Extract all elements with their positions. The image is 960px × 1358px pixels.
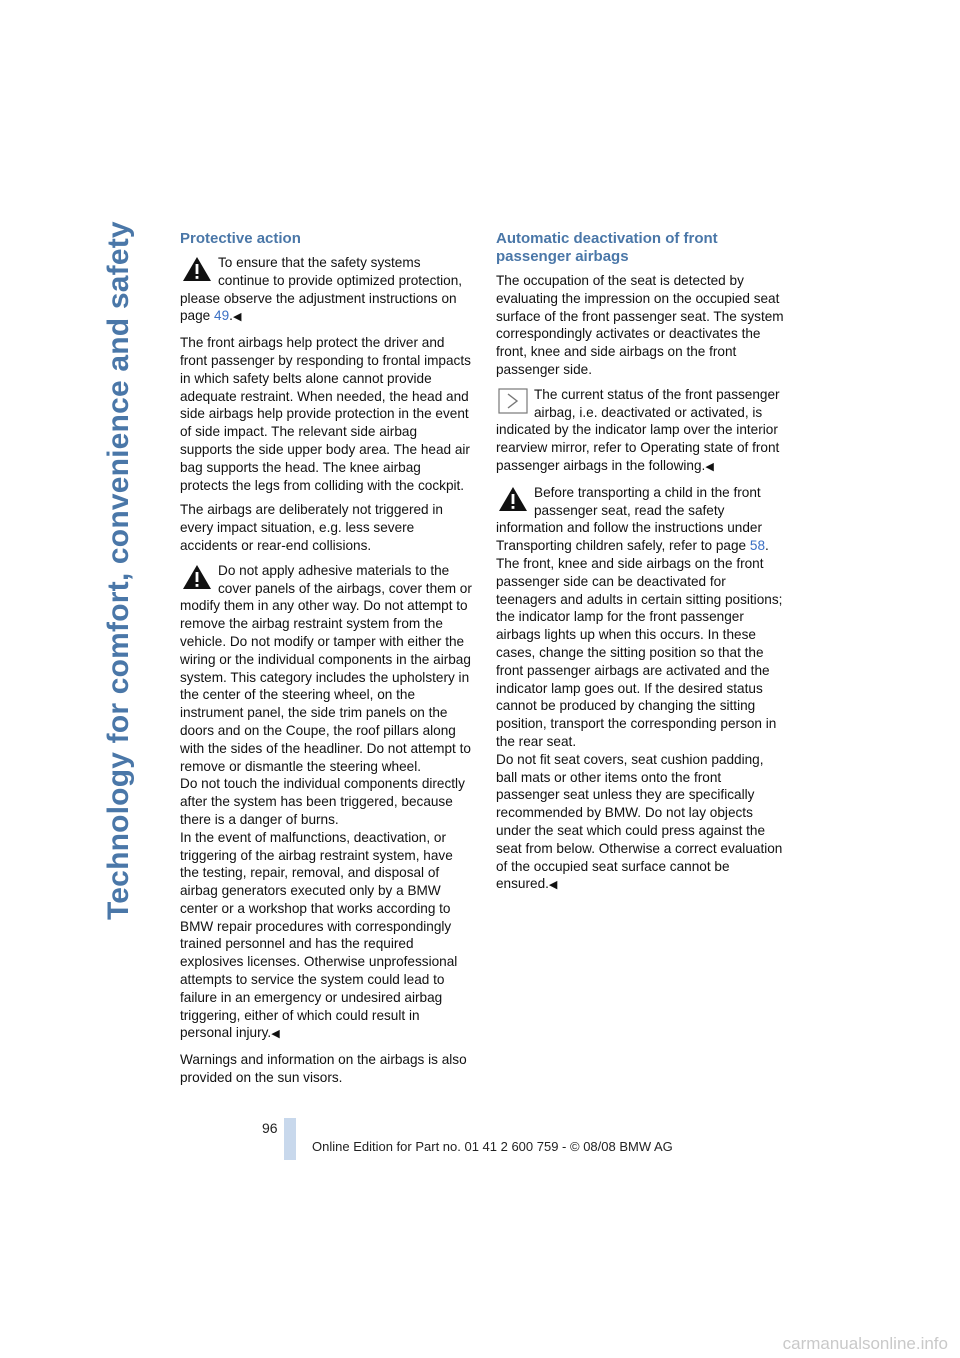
end-mark-icon: ◀ xyxy=(232,311,242,324)
paragraph-sun-visors: Warnings and information on the airbags is also provided on the sun visors. xyxy=(180,1052,467,1086)
end-mark-icon: ◀ xyxy=(705,460,714,473)
warning-text: To ensure that the safety systems continue to provide optimized protection, please observe the adjustment instructions on page xyxy=(180,255,463,324)
section-heading-automatic-deactivation: Automatic deactivation of front passenger airbags xyxy=(496,230,718,265)
warning-block-child-seat xyxy=(496,484,788,895)
right-column xyxy=(496,230,788,902)
end-mark-icon: ◀ xyxy=(271,1028,280,1041)
edition-text: Online Edition for Part no. 01 41 2 600 759 - © 08/08 BMW AG xyxy=(312,1139,673,1154)
paragraph-front-airbags: The front airbags help protect the driver and front passenger by responding to frontal impacts in which safety belts alone cannot provide adequate restraint. When needed, the head and side airbags help provide protection in the event of side impact. The relevant side airbag supports the side upper body area. The head air bag supports the head. The knee airbag protects the legs from colliding with the cockpit. xyxy=(180,335,471,493)
left-column xyxy=(180,230,472,1094)
warning-text-seat-covers: Do not fit seat covers, seat cushion padding, ball mats or other items onto the front passenger seat unless they are specifically recommended by BMW. Do not lay objects under the seat which could press against the seat from below. Otherwise a correct evaluation of the occupied seat surface cannot be ensured. xyxy=(496,751,783,892)
warning-text-malfunctions: In the event of malfunctions, deactivation, or triggering of the airbag restraint system, have the testing, repair, removal, and disposal of airbag generators executed only by a BMW center or a workshop that works according to BMW repair procedures with correspondingly trained personnel and has the required explosives licenses. Otherwise unprofessional attempts to service the system could lead to failure in an emergency or undesired airbag triggering, either of which could result in personal injury. xyxy=(180,829,458,1041)
note-text: The current status of the front passenger airbag, i.e. deactivated or activated, is indicated by the indicator lamp over the interior rearview mirror, refer to Operating state of front passenger airbags in the following. xyxy=(496,386,780,473)
end-mark-icon: ◀ xyxy=(548,879,558,892)
section-heading-protective-action: Protective action xyxy=(180,230,301,247)
warning-text: Do not apply adhesive materials to the cover panels of the airbags, cover them or modify them in any other way. Do not attempt to remove the airbag restraint system from the vehicle. Do not modify or tamper with either the wiring or the individual components in the airbag system. This category includes the upholstery in the center of the steering wheel, on the instrument panel, the side trim panels on the doors and on the Coupe, the roof pillars along with the sides of the headliner. Do not attempt to remove or dismantle the steering wheel. xyxy=(180,562,472,774)
warning-triangle-icon xyxy=(498,486,528,514)
warning-text-tail: . xyxy=(229,308,233,324)
footer-accent-bar xyxy=(284,1118,296,1160)
watermark: carmanualsonline.info xyxy=(782,1334,948,1353)
page-link-58[interactable]: 58 xyxy=(749,538,766,554)
warning-text-sitting-position: The front, knee and side airbags on the front passenger side can be deactivated for teenagers and adults in certain sitting positions; the indicator lamp for the front passenger airbags lights up when this occurs. In these cases, change the sitting position so that the front passenger airbags are activated and the indicator lamp goes out. If the desired status cannot be produced by changing the sitting position, transport the corresponding person in the rear seat. xyxy=(496,555,783,749)
chapter-side-title: Technology for comfort, convenience and safety xyxy=(102,221,135,920)
page-link-49[interactable]: 49 xyxy=(214,308,230,324)
warning-triangle-icon xyxy=(182,256,212,284)
warning-text-tail: . xyxy=(765,538,769,554)
warning-triangle-icon xyxy=(182,564,212,592)
warning-block-adjustment xyxy=(180,254,472,327)
warning-text-burns: Do not touch the individual components directly after the system has been triggered, because there is a danger of burns. xyxy=(180,776,465,827)
page-footer xyxy=(0,1118,960,1162)
warning-block-adhesive xyxy=(180,562,472,1045)
page-number: 96 xyxy=(262,1120,278,1136)
note-block-status xyxy=(496,386,788,477)
warning-text: Before transporting a child in the front passenger seat, read the safety information and follow the instructions under Transporting children safely, refer to page xyxy=(496,484,762,554)
note-arrow-icon xyxy=(498,388,528,416)
paragraph-not-triggered: The airbags are deliberately not triggered in every impact situation, e.g. less severe accidents or rear-end collisions. xyxy=(180,502,443,553)
paragraph-seat-occupation: The occupation of the seat is detected by evaluating the impression on the occupied seat surface of the front passenger seat. The system correspondingly activates or deactivates the front, knee and side airbags on the front passenger side. xyxy=(496,273,784,377)
